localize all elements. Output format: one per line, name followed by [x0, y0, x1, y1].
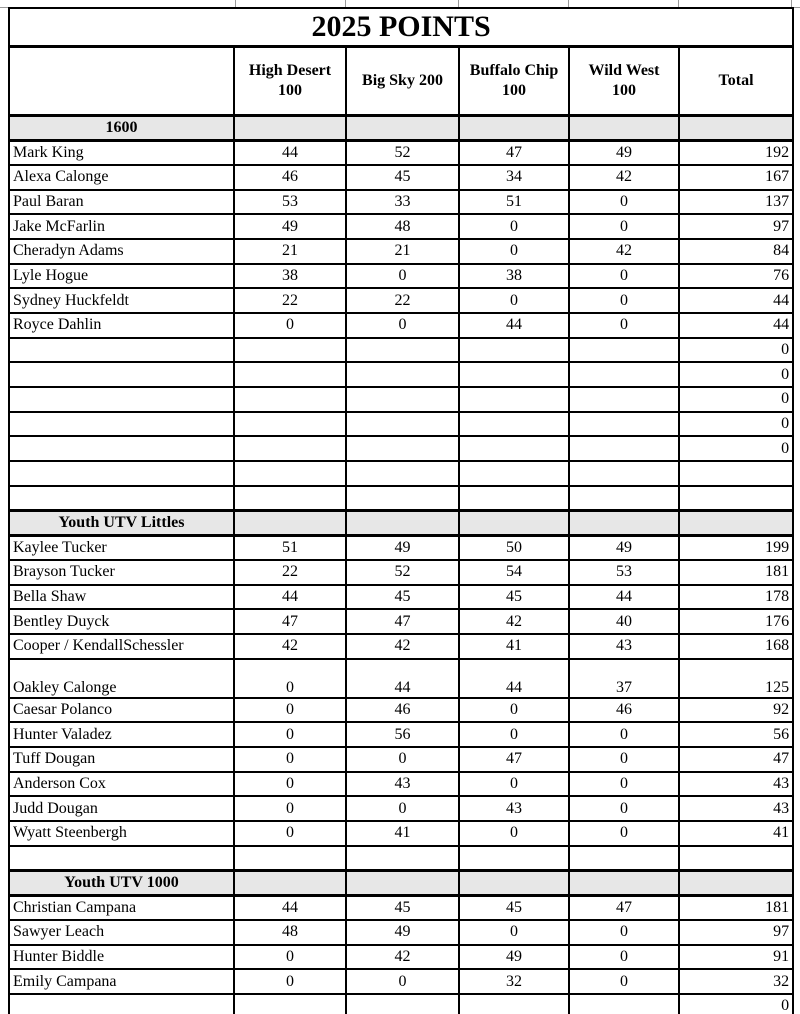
player-name-cell: Tuff Dougan [9, 747, 234, 772]
points-cell: 21 [234, 239, 346, 264]
points-cell: 56 [346, 722, 459, 747]
points-cell: 0 [459, 288, 569, 313]
points-cell: 42 [346, 945, 459, 970]
player-name-cell: Hunter Valadez [9, 722, 234, 747]
points-cell: 0 [569, 920, 679, 945]
empty-row [9, 387, 793, 412]
points-cell: 42 [569, 239, 679, 264]
column-header-buffalo-chip-100: Buffalo Chip 100 [459, 47, 569, 116]
points-cell [346, 436, 459, 461]
points-cell: 0 [569, 772, 679, 797]
points-cell: 0 [569, 214, 679, 239]
section-filler-cell [234, 116, 346, 141]
points-cell: 52 [346, 140, 459, 165]
total-cell: 76 [679, 264, 793, 289]
points-cell: 22 [346, 288, 459, 313]
empty-row [9, 846, 793, 871]
player-name-cell: Royce Dahlin [9, 313, 234, 338]
points-cell: 0 [234, 659, 346, 698]
player-row [9, 560, 793, 585]
points-cell [569, 387, 679, 412]
player-name-cell [9, 461, 234, 486]
column-header-high-desert-100: High Desert 100 [234, 47, 346, 116]
points-cell: 42 [234, 634, 346, 659]
points-cell: 0 [459, 722, 569, 747]
section-filler-cell [679, 870, 793, 895]
column-header-big-sky-200: Big Sky 200 [346, 47, 459, 116]
section-filler-cell [459, 511, 569, 536]
section-filler-cell [569, 116, 679, 141]
points-cell: 0 [234, 722, 346, 747]
points-cell: 0 [569, 190, 679, 215]
column-header-wild-west-100: Wild West 100 [569, 47, 679, 116]
total-cell: 84 [679, 239, 793, 264]
player-row [9, 772, 793, 797]
points-cell: 34 [459, 165, 569, 190]
player-name-cell: Wyatt Steenbergh [9, 821, 234, 846]
points-cell [234, 486, 346, 511]
points-cell [459, 994, 569, 1014]
points-cell [234, 846, 346, 871]
player-row [9, 140, 793, 165]
points-cell [346, 846, 459, 871]
points-cell: 45 [459, 895, 569, 920]
points-cell: 49 [569, 140, 679, 165]
player-name-cell: Sawyer Leach [9, 920, 234, 945]
player-row [9, 821, 793, 846]
total-cell: 56 [679, 722, 793, 747]
player-name-cell: Lyle Hogue [9, 264, 234, 289]
empty-row [9, 994, 793, 1014]
points-cell: 0 [234, 945, 346, 970]
section-filler-cell [346, 511, 459, 536]
total-cell: 43 [679, 772, 793, 797]
player-name-cell: Caesar Polanco [9, 698, 234, 723]
points-cell: 44 [234, 140, 346, 165]
points-cell [459, 387, 569, 412]
points-cell: 0 [459, 772, 569, 797]
total-cell: 125 [679, 659, 793, 698]
points-cell: 49 [234, 214, 346, 239]
total-cell [679, 846, 793, 871]
points-cell [234, 338, 346, 363]
points-cell: 0 [459, 698, 569, 723]
empty-row [9, 436, 793, 461]
points-cell [569, 412, 679, 437]
points-cell [346, 338, 459, 363]
points-cell: 0 [569, 796, 679, 821]
player-row [9, 288, 793, 313]
points-cell: 47 [459, 140, 569, 165]
points-cell: 32 [459, 969, 569, 994]
player-row [9, 945, 793, 970]
points-cell: 44 [569, 585, 679, 610]
total-cell: 47 [679, 747, 793, 772]
points-cell: 46 [346, 698, 459, 723]
points-cell: 0 [459, 239, 569, 264]
player-name-cell [9, 387, 234, 412]
points-cell: 47 [346, 609, 459, 634]
points-cell: 22 [234, 560, 346, 585]
player-name-cell: Hunter Biddle [9, 945, 234, 970]
points-cell: 49 [459, 945, 569, 970]
points-cell [569, 846, 679, 871]
points-cell: 0 [569, 264, 679, 289]
points-cell: 45 [459, 585, 569, 610]
player-name-cell: Sydney Huckfeldt [9, 288, 234, 313]
points-cell: 0 [569, 945, 679, 970]
player-name-cell: Brayson Tucker [9, 560, 234, 585]
points-cell: 44 [459, 659, 569, 698]
points-cell [569, 486, 679, 511]
points-cell: 47 [459, 747, 569, 772]
player-name-cell [9, 994, 234, 1014]
player-row [9, 895, 793, 920]
section-header-row [9, 511, 793, 536]
section-header-row [9, 116, 793, 141]
points-cell [569, 461, 679, 486]
total-cell: 41 [679, 821, 793, 846]
total-cell: 168 [679, 634, 793, 659]
player-name-cell [9, 846, 234, 871]
column-header-name [9, 47, 234, 116]
total-cell [679, 486, 793, 511]
total-cell: 181 [679, 895, 793, 920]
points-cell: 0 [234, 698, 346, 723]
section-filler-cell [459, 116, 569, 141]
player-name-cell: Alexa Calonge [9, 165, 234, 190]
points-cell [234, 412, 346, 437]
points-cell [346, 994, 459, 1014]
points-cell: 42 [346, 634, 459, 659]
total-cell: 97 [679, 920, 793, 945]
player-name-cell [9, 436, 234, 461]
points-cell: 51 [234, 535, 346, 560]
points-cell: 22 [234, 288, 346, 313]
total-cell: 0 [679, 994, 793, 1014]
total-cell [679, 461, 793, 486]
player-name-cell: Mark King [9, 140, 234, 165]
section-label: Youth UTV Littles [9, 511, 234, 536]
points-cell [234, 436, 346, 461]
points-cell: 53 [234, 190, 346, 215]
points-cell [459, 846, 569, 871]
points-cell: 49 [346, 535, 459, 560]
points-cell: 48 [234, 920, 346, 945]
points-cell [459, 486, 569, 511]
section-label: Youth UTV 1000 [9, 870, 234, 895]
points-cell [234, 362, 346, 387]
points-cell: 0 [346, 313, 459, 338]
points-cell: 0 [346, 747, 459, 772]
points-cell: 43 [346, 772, 459, 797]
points-cell: 50 [459, 535, 569, 560]
points-cell [346, 387, 459, 412]
player-row [9, 796, 793, 821]
points-cell [569, 362, 679, 387]
points-cell: 44 [346, 659, 459, 698]
section-header-row [9, 870, 793, 895]
points-cell: 0 [346, 969, 459, 994]
column-header-total: Total [679, 47, 793, 116]
total-cell: 92 [679, 698, 793, 723]
points-cell: 0 [569, 722, 679, 747]
player-name-cell [9, 362, 234, 387]
points-cell: 52 [346, 560, 459, 585]
player-row [9, 190, 793, 215]
points-cell [459, 436, 569, 461]
player-row [9, 165, 793, 190]
player-name-cell: Cheradyn Adams [9, 239, 234, 264]
points-cell: 45 [346, 895, 459, 920]
player-name-cell: Bella Shaw [9, 585, 234, 610]
points-cell: 0 [569, 969, 679, 994]
total-cell: 178 [679, 585, 793, 610]
player-row [9, 659, 793, 698]
empty-row [9, 412, 793, 437]
points-cell [234, 461, 346, 486]
empty-row [9, 362, 793, 387]
points-cell: 0 [234, 772, 346, 797]
points-cell: 38 [234, 264, 346, 289]
points-cell: 0 [569, 747, 679, 772]
total-cell: 43 [679, 796, 793, 821]
player-name-cell: Kaylee Tucker [9, 535, 234, 560]
section-filler-cell [346, 116, 459, 141]
points-cell: 47 [569, 895, 679, 920]
player-name-cell: Paul Baran [9, 190, 234, 215]
gridline [568, 0, 569, 7]
points-cell: 45 [346, 165, 459, 190]
points-cell: 0 [234, 796, 346, 821]
points-cell: 44 [234, 895, 346, 920]
points-cell: 49 [569, 535, 679, 560]
total-cell: 137 [679, 190, 793, 215]
total-cell: 0 [679, 362, 793, 387]
total-cell: 44 [679, 288, 793, 313]
total-cell: 176 [679, 609, 793, 634]
total-cell: 91 [679, 945, 793, 970]
section-label: 1600 [9, 116, 234, 141]
section-filler-cell [346, 870, 459, 895]
points-cell: 54 [459, 560, 569, 585]
player-name-cell: Emily Campana [9, 969, 234, 994]
points-cell: 0 [346, 796, 459, 821]
points-cell: 0 [459, 920, 569, 945]
points-cell: 48 [346, 214, 459, 239]
points-cell: 0 [234, 747, 346, 772]
points-cell: 47 [234, 609, 346, 634]
points-cell: 0 [569, 313, 679, 338]
empty-row [9, 486, 793, 511]
points-cell: 0 [234, 969, 346, 994]
player-row [9, 313, 793, 338]
points-cell: 0 [234, 313, 346, 338]
points-cell: 51 [459, 190, 569, 215]
player-row [9, 535, 793, 560]
gridline [678, 0, 679, 7]
points-cell: 46 [234, 165, 346, 190]
total-cell: 199 [679, 535, 793, 560]
empty-row [9, 461, 793, 486]
points-cell [459, 461, 569, 486]
points-cell [346, 461, 459, 486]
points-cell [569, 338, 679, 363]
player-row [9, 722, 793, 747]
player-row [9, 747, 793, 772]
section-filler-cell [679, 511, 793, 536]
points-cell: 44 [234, 585, 346, 610]
total-cell: 44 [679, 313, 793, 338]
section-filler-cell [569, 870, 679, 895]
points-cell: 40 [569, 609, 679, 634]
empty-row [9, 338, 793, 363]
title-row [9, 8, 793, 47]
points-cell: 0 [569, 821, 679, 846]
total-cell: 0 [679, 412, 793, 437]
section-filler-cell [234, 511, 346, 536]
points-cell: 53 [569, 560, 679, 585]
player-row [9, 609, 793, 634]
player-row [9, 920, 793, 945]
total-cell: 167 [679, 165, 793, 190]
player-name-cell [9, 486, 234, 511]
total-cell: 97 [679, 214, 793, 239]
points-cell [234, 994, 346, 1014]
total-cell: 32 [679, 969, 793, 994]
points-cell [569, 994, 679, 1014]
gridline [458, 0, 459, 7]
points-cell: 0 [569, 288, 679, 313]
player-row [9, 969, 793, 994]
player-name-cell: Anderson Cox [9, 772, 234, 797]
total-cell: 192 [679, 140, 793, 165]
points-cell: 0 [234, 821, 346, 846]
player-name-cell: Cooper / KendallSchessler [9, 634, 234, 659]
points-cell [569, 436, 679, 461]
points-cell: 46 [569, 698, 679, 723]
player-name-cell: Jake McFarlin [9, 214, 234, 239]
points-cell [459, 412, 569, 437]
points-cell: 0 [346, 264, 459, 289]
points-cell: 21 [346, 239, 459, 264]
points-cell: 0 [459, 821, 569, 846]
points-cell [346, 362, 459, 387]
points-cell: 41 [459, 634, 569, 659]
points-cell: 38 [459, 264, 569, 289]
player-row [9, 698, 793, 723]
section-filler-cell [569, 511, 679, 536]
points-cell: 41 [346, 821, 459, 846]
total-cell: 0 [679, 436, 793, 461]
points-cell: 42 [459, 609, 569, 634]
player-row [9, 585, 793, 610]
player-name-cell [9, 338, 234, 363]
points-cell [346, 412, 459, 437]
player-row [9, 634, 793, 659]
points-cell: 43 [459, 796, 569, 821]
column-header-row [9, 47, 793, 116]
total-cell: 181 [679, 560, 793, 585]
points-table [8, 7, 794, 1014]
page-title: 2025 POINTS [9, 8, 793, 47]
total-cell: 0 [679, 338, 793, 363]
player-name-cell: Christian Campana [9, 895, 234, 920]
points-cell [459, 338, 569, 363]
player-name-cell: Judd Dougan [9, 796, 234, 821]
points-cell [346, 486, 459, 511]
points-cell: 42 [569, 165, 679, 190]
gridline [791, 0, 792, 7]
player-name-cell: Bentley Duyck [9, 609, 234, 634]
section-filler-cell [459, 870, 569, 895]
player-name-cell [9, 412, 234, 437]
points-cell: 37 [569, 659, 679, 698]
points-cell [459, 362, 569, 387]
points-cell [234, 387, 346, 412]
points-cell: 44 [459, 313, 569, 338]
points-cell: 0 [459, 214, 569, 239]
player-name-cell: Oakley Calonge [9, 659, 234, 698]
player-row [9, 264, 793, 289]
points-cell: 45 [346, 585, 459, 610]
points-cell: 43 [569, 634, 679, 659]
gridline [345, 0, 346, 7]
gridline [235, 0, 236, 7]
player-row [9, 214, 793, 239]
player-row [9, 239, 793, 264]
section-filler-cell [679, 116, 793, 141]
total-cell: 0 [679, 387, 793, 412]
points-cell: 49 [346, 920, 459, 945]
points-cell: 33 [346, 190, 459, 215]
section-filler-cell [234, 870, 346, 895]
